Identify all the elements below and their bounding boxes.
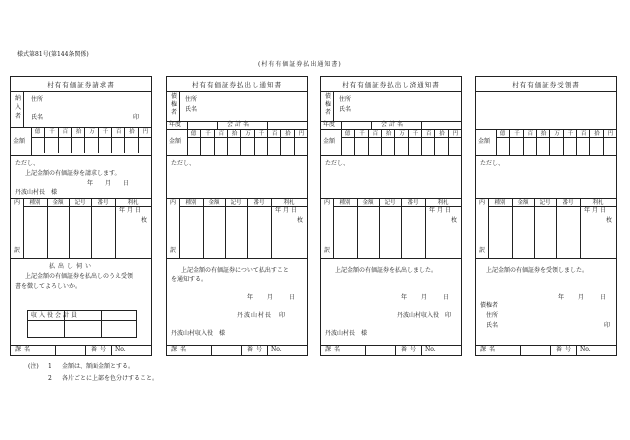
number-label: 番号: [91, 346, 110, 353]
digit-divider: [214, 137, 215, 155]
detail-sheets: 枚: [141, 217, 148, 224]
digit-cell: 円: [603, 129, 617, 137]
detail-divider: [333, 198, 334, 258]
detail-header: 利札: [592, 200, 604, 206]
digit-divider: [98, 135, 99, 153]
dept-label: 課名: [171, 346, 190, 353]
detail-bottom: [321, 258, 461, 259]
digit-cell: 百: [267, 129, 281, 137]
creditor-label: 債権者: [480, 302, 499, 309]
detail-header: 金額: [52, 200, 64, 206]
digit-divider: [448, 137, 449, 155]
footer-divider: [576, 345, 577, 355]
digit-cell: 億: [34, 129, 41, 135]
payout-inquiry: 払出し伺い: [49, 263, 95, 270]
digit-cell: 千: [408, 129, 422, 137]
detail-header: 番号: [253, 200, 265, 206]
digit-divider: [368, 137, 369, 155]
digit-cell: 百: [421, 129, 435, 137]
amount-digits: [187, 129, 307, 155]
digit-divider: [536, 137, 537, 155]
address-label: 住所: [31, 96, 44, 103]
detail-bottom: [476, 258, 616, 259]
number-label: 番号: [556, 346, 575, 353]
detail-col: [247, 198, 248, 258]
digit-divider: [267, 137, 268, 155]
detail-wake: 訳: [14, 247, 21, 254]
digit-divider: [200, 137, 201, 155]
approval-stamp-box: 収入役会計員: [27, 310, 137, 338]
fiscal-year-label: 年度: [169, 121, 182, 128]
detail-sheets: 枚: [606, 217, 613, 224]
digit-divider: [434, 137, 435, 155]
no-label: No.: [425, 346, 436, 353]
detail-bottom: [167, 258, 307, 259]
amount-digits: [341, 129, 461, 155]
digit-cell: 円: [138, 127, 152, 135]
detail-uchi: 内: [14, 199, 21, 206]
detail-wake: 訳: [170, 247, 177, 254]
digit-divider: [124, 135, 125, 153]
detail-col: [115, 198, 116, 258]
digit-divider: [44, 135, 45, 153]
form-number: 様式第81号(第144条関係): [17, 51, 89, 58]
digit-cell: 百: [576, 129, 590, 137]
detail-header: 利札: [283, 200, 295, 206]
fy-divider: [267, 121, 268, 129]
footer-divider: [395, 345, 396, 355]
name-label: 氏名: [31, 114, 44, 121]
form-title: 村有有価証券請求書: [11, 77, 151, 92]
digit-cell: 千: [44, 127, 58, 135]
detail-header: 種別: [29, 200, 41, 206]
detail-date: 年月日: [119, 207, 144, 214]
digit-divider: [509, 137, 510, 155]
digit-divider: [563, 137, 564, 155]
detail-header: 利札: [127, 200, 139, 206]
digit-cell: 拾: [71, 127, 85, 135]
digit-divider: [71, 135, 72, 153]
digit-cell: 万: [84, 127, 98, 135]
digit-divider: [84, 135, 85, 153]
footer-divider: [241, 345, 242, 355]
detail-bottom: [11, 258, 151, 259]
detail-col: [47, 198, 48, 258]
dept-label: 課名: [480, 346, 499, 353]
digit-divider: [280, 137, 281, 155]
digit-cell: 拾: [536, 129, 550, 137]
digit-divider: [589, 137, 590, 155]
form-payout-done-notice: 村有有価証券払出し済通知書 債 権 者 住所 氏名 年度 会計名 金額 億 千 百 拾 万 千 百 拾 円 ただし、 内 訳 種別 金額 記号 番号 利札 年月日 枚 上記金額の有価証券を払出しました。 年 月 日 丹波山村収入役 印 丹波山村長 様 課名 番号 No.: [320, 76, 462, 356]
detail-sheets: 枚: [297, 217, 304, 224]
digit-divider: [576, 137, 577, 155]
digit-cell: 千: [200, 129, 214, 137]
digit-cell: 千: [98, 127, 112, 135]
detail-header: 金額: [208, 200, 220, 206]
digit-cell: 億: [344, 131, 351, 137]
amount-label: 金額: [13, 138, 26, 145]
fiscal-row: [167, 121, 307, 129]
digit-cell: 拾: [124, 127, 138, 135]
digit-divider: [240, 137, 241, 155]
digit-divider: [294, 137, 295, 155]
digit-cell: 千: [354, 129, 368, 137]
detail-header: 利札: [437, 200, 449, 206]
form-footer: [476, 345, 616, 355]
footer-divider: [520, 345, 521, 355]
request-text: 上記金額の有価証券を請求します。: [25, 170, 121, 177]
no-label: No.: [580, 346, 591, 353]
note-1: 金額は、額面金額とする。: [62, 363, 135, 370]
detail-divider: [23, 198, 24, 258]
digit-cell: 億: [190, 131, 197, 137]
amount-digits: [31, 127, 151, 155]
form-title: 村有有価証券払出し通知書: [167, 77, 307, 92]
detail-col: [271, 198, 272, 258]
detail-col: [203, 198, 204, 258]
digit-cell: 円: [294, 129, 308, 137]
form-request: 村有有価証券請求書 納 入 者 住所 氏名 印 金額 億 千 百 拾 万 千 百 拾 円 ただし、 上記金額の有価証券を請求します。 年 月 日 丹波山村長 様 内 訳 種別 金額 記号 番号 利札 年月日 枚 払出し伺い 上記金額の有価証券を払出しのうえ受領 書を徴してよろしいか。 収入役会計員 課名 番号 No.: [10, 76, 152, 356]
detail-date: 年月日: [584, 207, 609, 214]
digit-divider: [138, 135, 139, 153]
detail-header: 記号: [539, 200, 551, 206]
detail-col: [534, 198, 535, 258]
digit-divider: [354, 137, 355, 155]
detail-table: [167, 198, 307, 258]
footer-divider: [267, 345, 268, 355]
digit-divider: [394, 137, 395, 155]
number-label: 番号: [247, 346, 266, 353]
detail-col: [91, 198, 92, 258]
detail-sheets: 枚: [451, 217, 458, 224]
detail-uchi: 内: [479, 199, 486, 206]
digit-divider: [381, 137, 382, 155]
detail-header: 記号: [230, 200, 242, 206]
form-footer: [321, 345, 461, 355]
detail-col: [401, 198, 402, 258]
note-2: 各片ごとに上部を色分けすること。: [62, 375, 159, 382]
account-name-label: 会計名: [381, 121, 406, 128]
detail-col: [357, 198, 358, 258]
detail-header: 番号: [562, 200, 574, 206]
form-footer: [11, 345, 151, 355]
no-label: No.: [271, 346, 282, 353]
detail-table: [476, 198, 616, 258]
digit-cell: 拾: [227, 129, 241, 137]
fiscal-year-label: 年度: [323, 121, 336, 128]
detail-col: [225, 198, 226, 258]
detail-date: 年月日: [429, 207, 454, 214]
digit-divider: [58, 135, 59, 153]
amount-digits: [496, 129, 616, 155]
detail-divider: [488, 198, 489, 258]
digit-cell: 億: [499, 131, 506, 137]
digit-cell: 万: [394, 129, 408, 137]
form-receipt: 村有有価証券受領書 金額 億 千 百 拾 万 千 百 拾 円 ただし、 内 訳 種別 金額 記号 番号 利札 年月日 枚 上記金額の有価証券を受領しました。 年 月 日 債権者 住所 氏名 印 課名 番号 No.: [475, 76, 617, 356]
subtitle: (村有有価証券払出通知書): [258, 61, 342, 68]
digit-cell: 千: [254, 129, 268, 137]
digit-cell: 万: [240, 129, 254, 137]
detail-header: 種別: [494, 200, 506, 206]
digit-divider: [523, 137, 524, 155]
detail-table: [11, 198, 151, 258]
detail-uchi: 内: [324, 199, 331, 206]
digit-cell: 千: [509, 129, 523, 137]
digit-cell: 円: [448, 129, 462, 137]
digit-cell: 百: [368, 129, 382, 137]
footer-divider: [365, 345, 366, 355]
detail-wake: 訳: [479, 247, 486, 254]
detail-header: 金額: [362, 200, 374, 206]
footer-divider: [55, 345, 56, 355]
form-payout-notice: 村有有価証券払出し通知書 債 権 者 住所 氏名 年度 会計名 金額 億 千 百 拾 万 千 百 拾 円 ただし、 内 訳 種別 金額 記号 番号 利札 年月日 枚 上記金額の有価証券について払出すこと を通知する。 年 月 日 丹波山村長 印 丹波山村収入役 様 課名 番号 No.: [166, 76, 308, 356]
notes-label: (注): [28, 363, 39, 370]
digit-divider: [603, 137, 604, 155]
detail-col: [556, 198, 557, 258]
detail-header: 番号: [97, 200, 109, 206]
digit-divider: [549, 137, 550, 155]
detail-divider: [179, 198, 180, 258]
seal-mark: 印: [604, 322, 611, 329]
detail-header: 金額: [517, 200, 529, 206]
detail-wake: 訳: [324, 247, 331, 254]
digit-cell: 百: [523, 129, 537, 137]
fy-divider: [341, 121, 342, 129]
form-footer: [167, 345, 307, 355]
digit-cell: 拾: [381, 129, 395, 137]
detail-header: 種別: [185, 200, 197, 206]
addressee: 丹波山村長 様: [15, 189, 58, 196]
form-title: 村有有価証券受領書: [476, 77, 616, 92]
detail-col: [379, 198, 380, 258]
digit-divider: [408, 137, 409, 155]
digit-divider: [254, 137, 255, 155]
digit-divider: [111, 135, 112, 153]
digit-cell: 拾: [280, 129, 294, 137]
digit-cell: 百: [111, 127, 125, 135]
dept-label: 課名: [325, 346, 344, 353]
number-label: 番号: [401, 346, 420, 353]
detail-col: [580, 198, 581, 258]
form-title: 村有有価証券払出し済通知書: [321, 77, 461, 92]
detail-header: 番号: [407, 200, 419, 206]
fiscal-row: [321, 121, 461, 129]
detail-header: 記号: [74, 200, 86, 206]
detail-table: [321, 198, 461, 258]
fy-divider: [421, 121, 422, 129]
footer-divider: [85, 345, 86, 355]
no-label: No.: [115, 346, 126, 353]
digit-cell: 拾: [434, 129, 448, 137]
fy-divider: [217, 121, 218, 129]
digit-cell: 百: [214, 129, 228, 137]
account-name-label: 会計名: [227, 121, 252, 128]
seal-mark: 印: [133, 114, 140, 121]
digit-divider: [227, 137, 228, 155]
digit-cell: 拾: [589, 129, 603, 137]
footer-divider: [421, 345, 422, 355]
detail-header: 記号: [384, 200, 396, 206]
detail-header: 種別: [339, 200, 351, 206]
digit-cell: 百: [58, 127, 72, 135]
detail-col: [425, 198, 426, 258]
fy-divider: [187, 121, 188, 129]
digit-cell: 万: [549, 129, 563, 137]
detail-uchi: 内: [170, 199, 177, 206]
detail-col: [69, 198, 70, 258]
footer-divider: [111, 345, 112, 355]
footer-divider: [211, 345, 212, 355]
digit-cell: 千: [563, 129, 577, 137]
digit-divider: [421, 137, 422, 155]
detail-col: [512, 198, 513, 258]
dept-label: 課名: [15, 346, 34, 353]
fy-divider: [371, 121, 372, 129]
detail-date: 年月日: [275, 207, 300, 214]
footer-divider: [550, 345, 551, 355]
